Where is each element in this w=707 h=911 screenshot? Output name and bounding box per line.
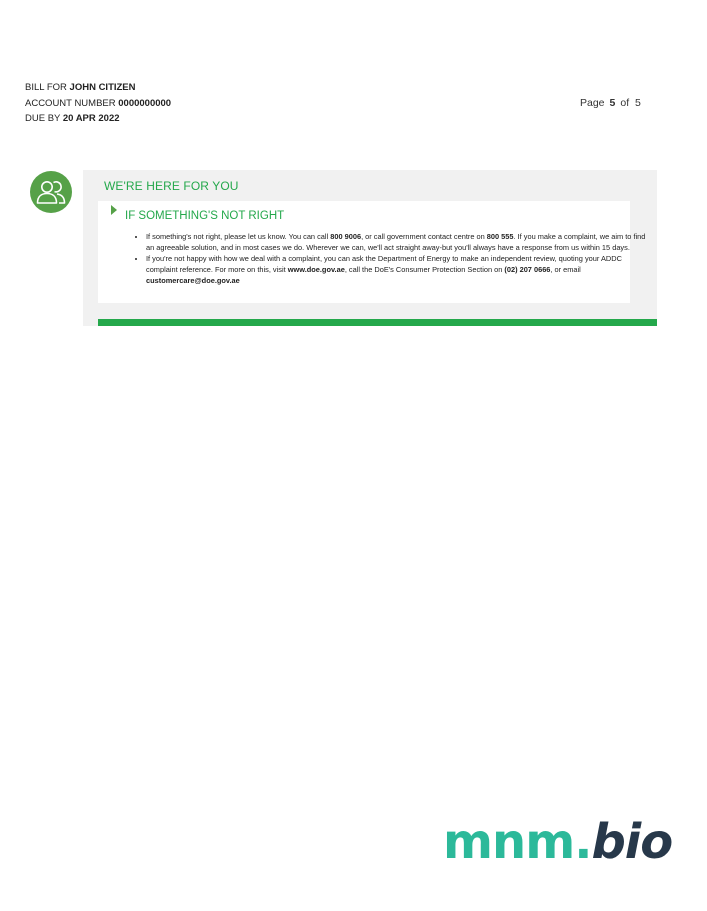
bullet2-text-2: , call the DoE's Consumer Protection Section on — [344, 265, 505, 274]
watermark-part-1: mnm. — [443, 814, 592, 870]
watermark-part-2: bio — [591, 814, 673, 870]
doe-email: customercare@doe.gov.ae — [146, 276, 240, 285]
bullet2-text-1: If you're not happy with how we deal with a complaint, you can ask the Department of Energy to make an independent review, quoting your ADDC complaint reference. For more on this, visit — [146, 254, 622, 274]
page-total: 5 — [634, 97, 641, 109]
customer-name: JOHN CITIZEN — [69, 82, 136, 93]
bullet1-text-1: If something's not right, please let us know. You can call — [146, 232, 331, 241]
bill-for-line — [25, 80, 171, 96]
page-of-label: of — [620, 97, 630, 109]
complaint-box — [98, 201, 646, 303]
account-number-label: ACCOUNT NUMBER — [25, 97, 116, 109]
page-current: 5 — [609, 97, 616, 109]
bullet2-text-3: , or email — [550, 265, 581, 274]
doe-website: www.doe.gov.ae — [287, 265, 345, 274]
complaint-subheading: IF SOMETHING'S NOT RIGHT — [125, 210, 285, 222]
section-divider — [98, 319, 657, 326]
bullet1-text-2: , or call government contact centre on — [361, 232, 487, 241]
support-panel — [83, 170, 657, 326]
bullet1-text-3: . If you make a complaint, we aim to find an agreeable solution, and in most cases we do. Wherever we can, we'll act straight away-but you'll always have a response from us within 15 days. — [146, 232, 646, 252]
page-indicator — [580, 97, 641, 109]
watermark-logo — [443, 814, 673, 870]
bill-for-label: BILL FOR — [25, 82, 67, 93]
helpline-number: 800 9006 — [330, 232, 362, 241]
section-title: WE'RE HERE FOR YOU — [104, 179, 239, 193]
arrow-right-icon — [111, 205, 117, 215]
page-label: Page — [580, 97, 605, 109]
bill-header — [25, 80, 171, 127]
due-date-line — [25, 111, 171, 127]
people-icon — [30, 171, 72, 213]
list-item — [146, 253, 646, 286]
doe-phone: (02) 207 0666 — [504, 265, 551, 274]
due-date: 20 APR 2022 — [62, 113, 120, 124]
list-item — [146, 231, 646, 253]
account-number-line — [25, 96, 171, 112]
gov-contact-number: 800 555 — [486, 232, 514, 241]
due-date-label: DUE BY — [25, 113, 61, 124]
complaint-info-list — [124, 231, 646, 286]
account-number: 0000000000 — [118, 97, 172, 109]
